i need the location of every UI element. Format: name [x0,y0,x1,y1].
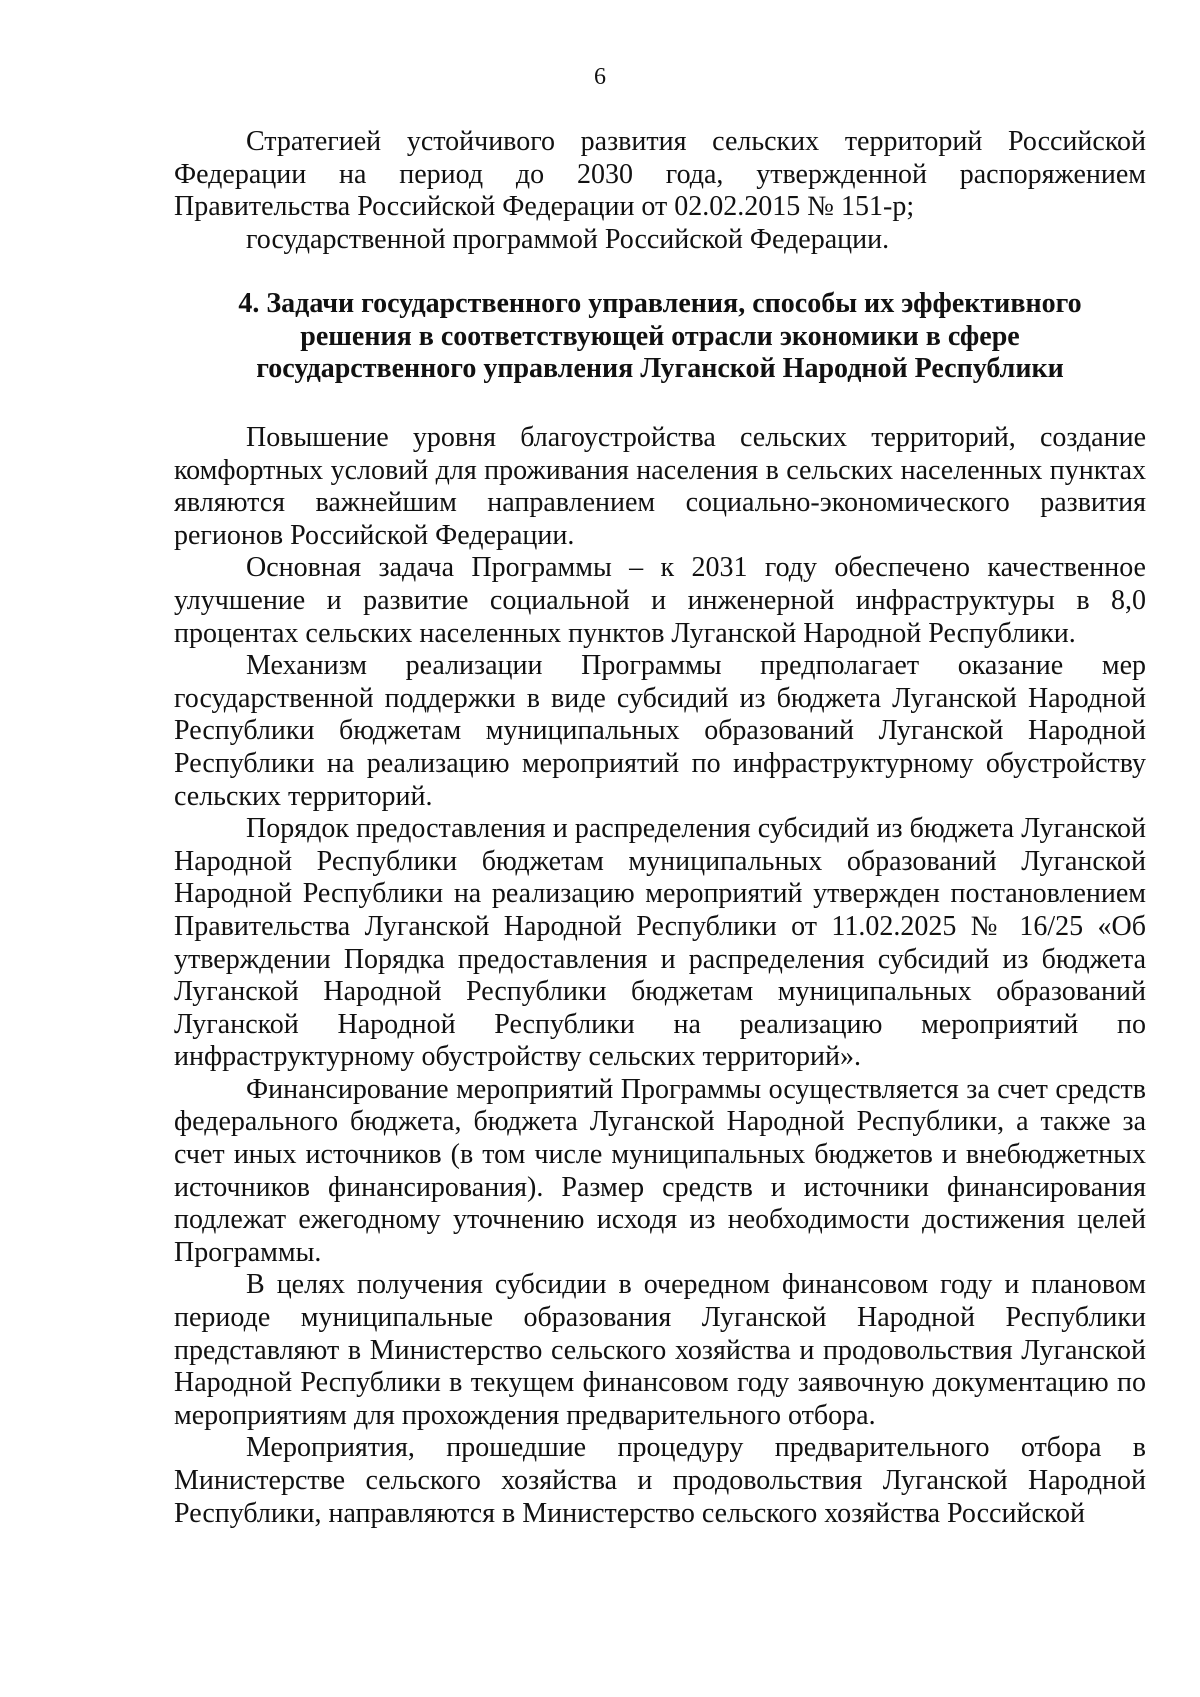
paragraph-subsidy-procedure: Порядок предоставления и распределения субсидий из бюджета Луганской Народной Республики бюджетам муниципальных образований Луганской Народной Республики на реализацию мероприятий утвержден постановлением Правительства Луганской Народной Республики от 11.02.2025 № 16/25 «Об утверждении Порядка предоставления и распределения субсидий из бюджета Луганской Народной Республики бюджетам муниципальных образований Луганской Народной Республики на реализацию мероприятий по инфраструктурному обустройству сельских территорий». [174,813,1146,1073]
paragraph-financing: Финансирование мероприятий Программы осуществляется за счет средств федерального бюджета, бюджета Луганской Народной Республики, а также за счет иных источников (в том числе муниципальных бюджетов и внебюджетных источников финансирования). Размер средств и источники финансирования подлежат ежегодному уточнению исходя из необходимости достижения целей Программы. [174,1073,1146,1268]
section-heading-line: решения в соответствующей отрасли экономики в сфере [300,320,1020,352]
paragraph-improvement: Повышение уровня благоустройства сельских территорий, создание комфортных условий для проживания населения в сельских населенных пунктах являются важнейшим направлением социально-экономического развития регионов Российской Федерации. [174,422,1146,551]
paragraph-mechanism: Механизм реализации Программы предполагает оказание мер государственной поддержки в виде субсидий из бюджета Луганской Народной Республики бюджетам муниципальных образований Луганской Народной Республики на реализацию мероприятий по инфраструктурному обустройству сельских территорий. [174,650,1146,812]
intro-paragraph-strategy: Стратегией устойчивого развития сельских территорий Российской Федерации на период до 2030 года, утвержденной распоряжением Правительства Российской Федерации от 02.02.2015 № 151-р; [174,126,1146,223]
section-body [174,422,1146,1530]
paragraph-application: В целях получения субсидии в очередном финансовом году и плановом периоде муниципальные образования Луганской Народной Республики представляют в Министерство сельского хозяйства и продовольствия Луганской Народной Республики в текущем финансовом году заявочную документацию по мероприятиям для прохождения предварительного отбора. [174,1269,1146,1431]
section-heading-line: государственного управления Луганской Народной Республики [256,353,1064,384]
section-heading-line: 4. Задачи государственного управления, способы их эффективного [238,288,1082,319]
intro-block [174,126,1146,256]
section-heading [174,288,1146,386]
page-number: 6 [594,64,606,90]
intro-paragraph-program: государственной программой Российской Федерации. [246,223,890,255]
paragraph-selection: Мероприятия, прошедшие процедуру предварительного отбора в Министерстве сельского хозяйства и продовольствия Луганской Народной Республики, направляются в Министерство сельского хозяйства Российской [174,1432,1146,1529]
paragraph-main-task: Основная задача Программы – к 2031 году обеспечено качественное улучшение и развитие социальной и инженерной инфраструктуры в 8,0 процентах сельских населенных пунктов Луганской Народной Республики. [174,552,1146,649]
